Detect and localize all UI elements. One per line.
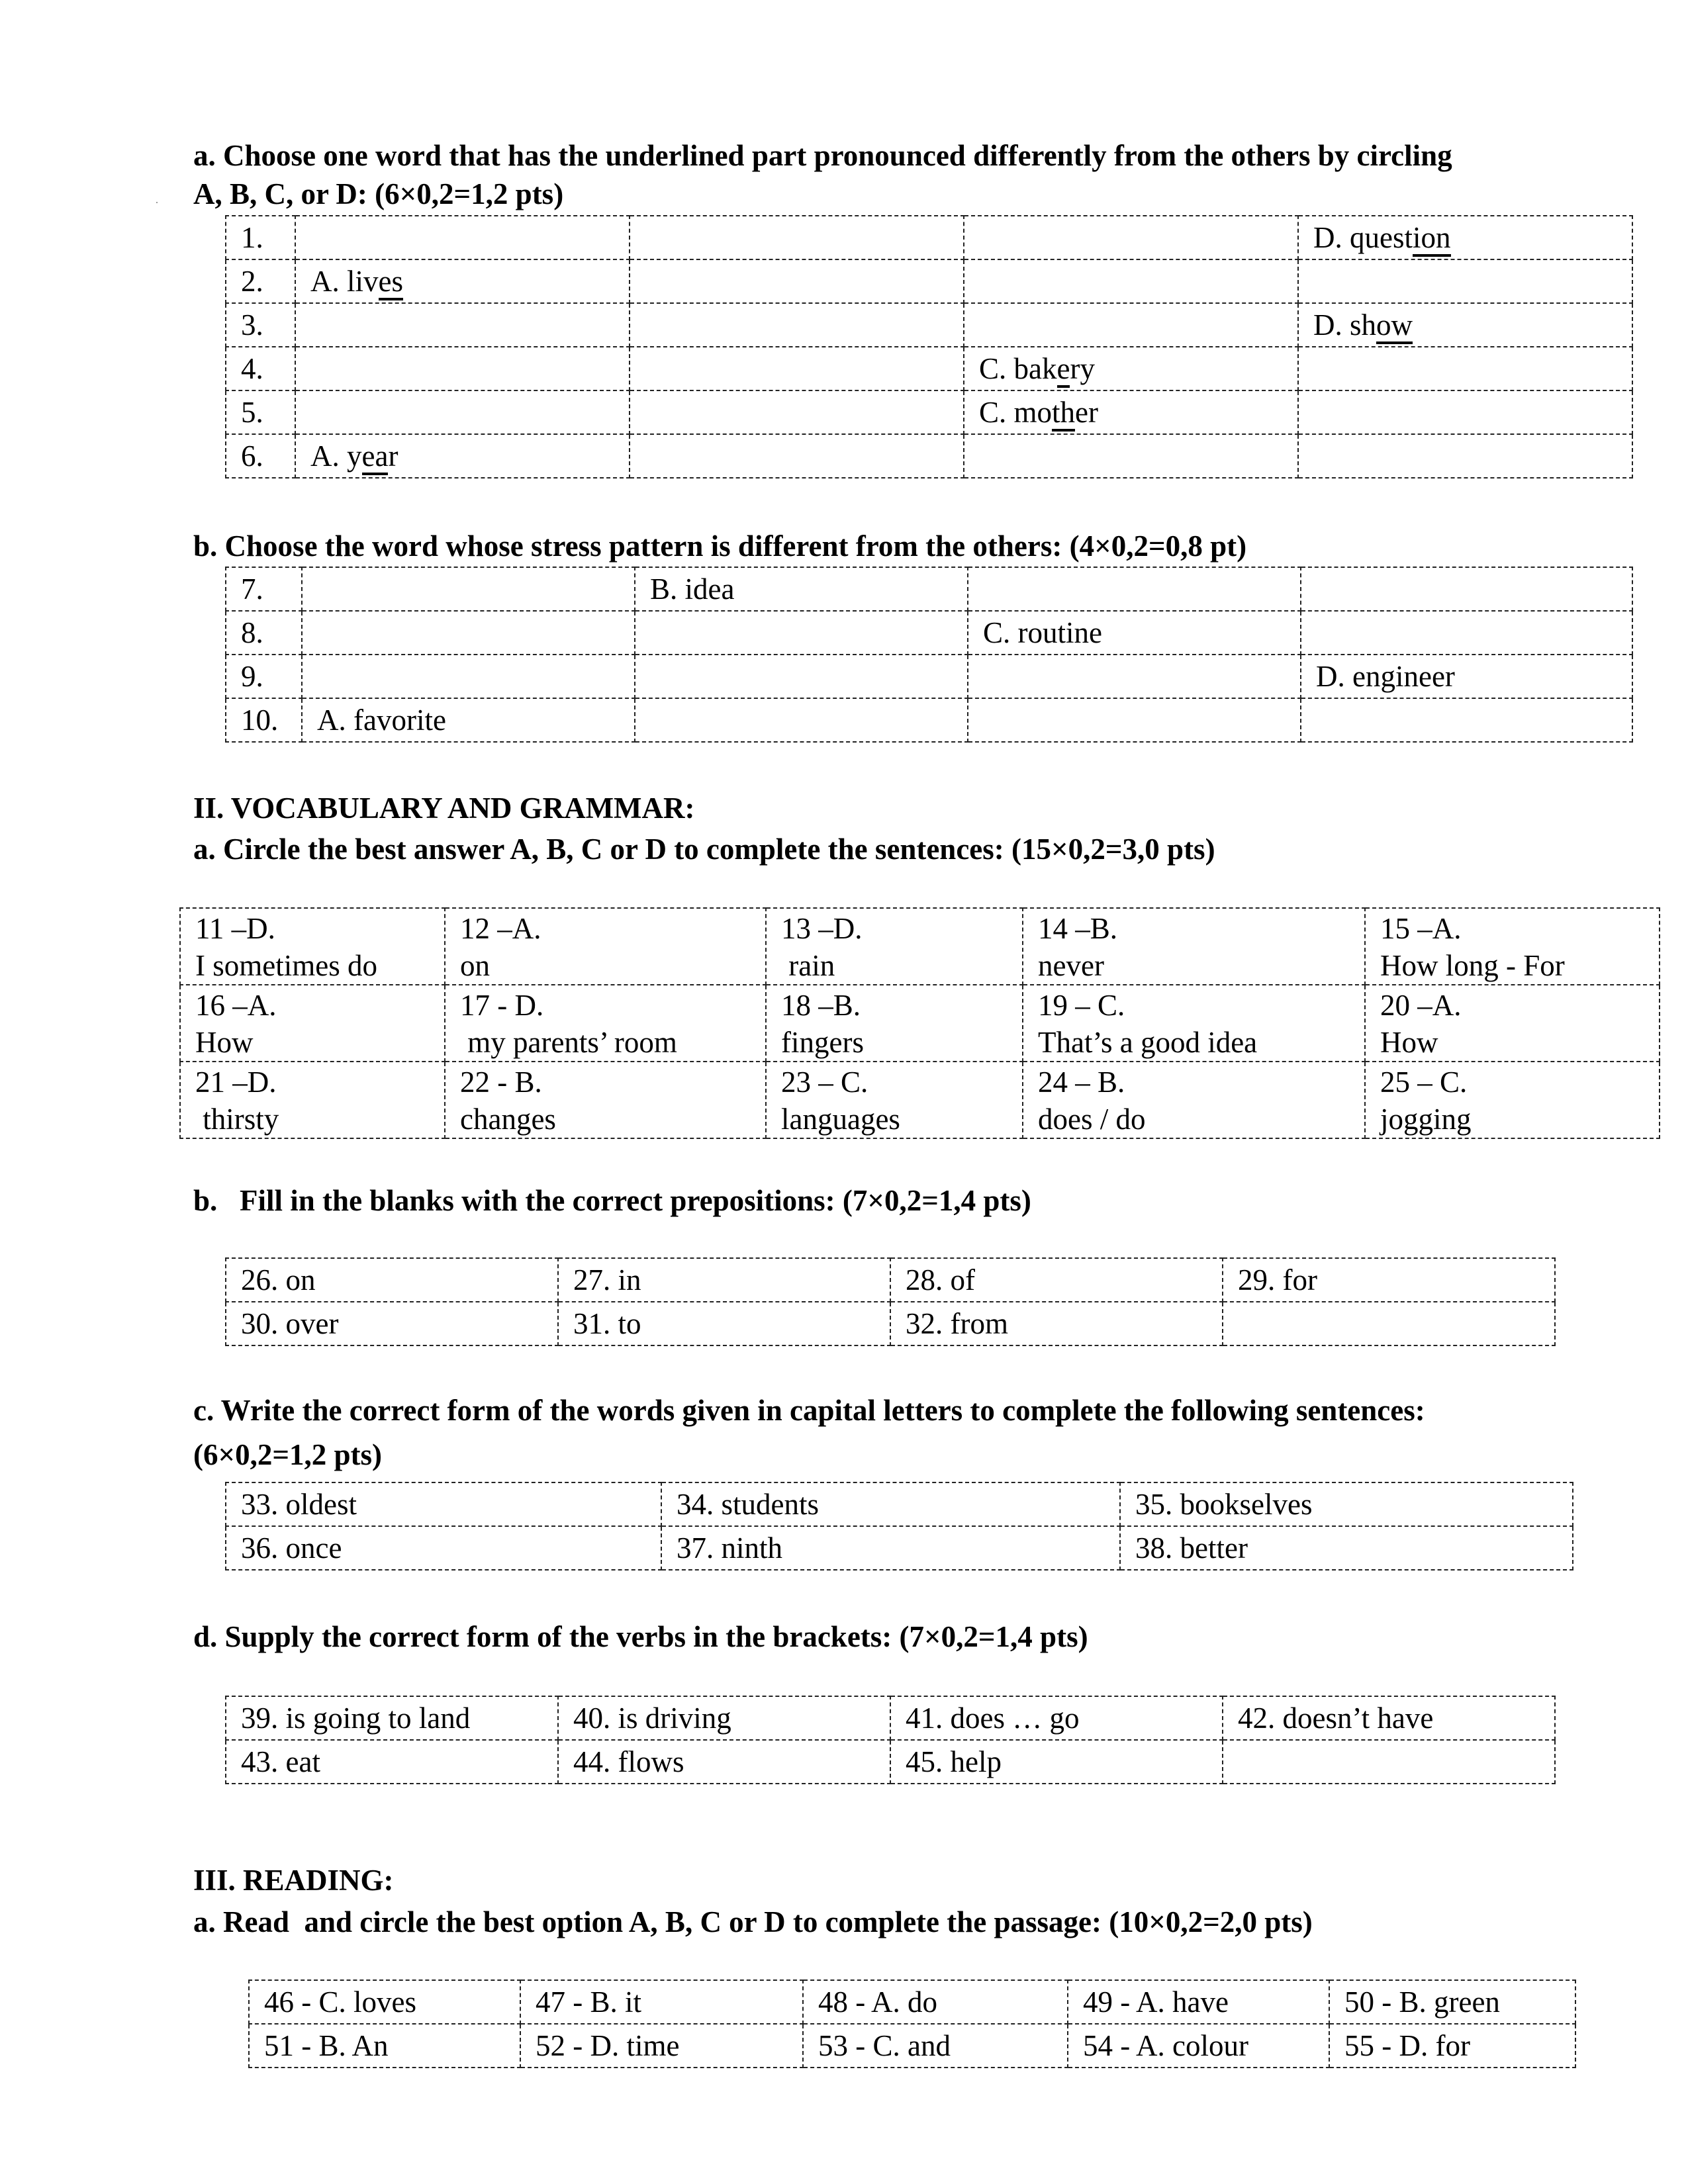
answer-cell: [635, 611, 968, 655]
answer-text: thirsty: [195, 1103, 279, 1136]
answer-cell: [630, 347, 964, 390]
answer-cell: [630, 259, 964, 303]
question-number: 4.: [226, 347, 295, 390]
answer-key: 13 –D.: [781, 912, 863, 945]
table-row: [180, 908, 1660, 985]
option-text-rest: ry: [1070, 352, 1095, 385]
section-1a-heading-line1: a. Choose one word that has the underlined part pronounced differently from the others by circling: [193, 139, 1452, 172]
answer-cell: [1223, 1740, 1555, 1784]
answer-cell: 33. oldest: [226, 1482, 661, 1526]
answer-cell: [964, 434, 1298, 478]
answer-cell: 36. once: [226, 1526, 661, 1570]
answer-text: never: [1038, 949, 1104, 982]
answer-key: 17 - D.: [460, 989, 544, 1022]
answer-cell: 41. does … go: [890, 1696, 1223, 1740]
answer-cell: [445, 985, 766, 1062]
option-text: D. sh: [1313, 308, 1377, 341]
table-row: [226, 611, 1632, 655]
question-number: 6.: [226, 434, 295, 478]
verb-form-table: [225, 1696, 1556, 1784]
answer-cell: [766, 1062, 1023, 1138]
section-2b-heading: b. Fill in the blanks with the correct prepositions: (7×0,2=1,4 pts): [193, 1184, 1031, 1217]
table-row: [226, 347, 1632, 390]
prepositions-table: [225, 1257, 1556, 1346]
answer-text: I sometimes do: [195, 949, 377, 982]
answer-cell: C. routine: [968, 611, 1301, 655]
answer-cell: [630, 216, 964, 259]
answer-cell: [295, 259, 630, 303]
answer-cell: [1023, 985, 1365, 1062]
answer-key: 12 –A.: [460, 912, 541, 945]
table-row: [226, 1740, 1555, 1784]
answer-cell: [302, 567, 635, 611]
answer-cell: [1023, 908, 1365, 985]
answer-cell: 35. bookselves: [1120, 1482, 1573, 1526]
answer-text: rain: [781, 949, 835, 982]
section-2d-heading: d. Supply the correct form of the verbs in the brackets: (7×0,2=1,4 pts): [193, 1620, 1088, 1653]
pronunciation-table: [225, 215, 1633, 478]
answer-cell: 42. doesn’t have: [1223, 1696, 1555, 1740]
table-row: [226, 1302, 1555, 1345]
table-row: [180, 985, 1660, 1062]
question-number: 3.: [226, 303, 295, 347]
answer-text: on: [460, 949, 490, 982]
section-3-title: III. READING:: [193, 1864, 394, 1897]
answer-cell: 43. eat: [226, 1740, 558, 1784]
question-number: 2.: [226, 259, 295, 303]
answer-key: 14 –B.: [1038, 912, 1118, 945]
answer-key: 18 –B.: [781, 989, 861, 1022]
answer-text: my parents’ room: [460, 1026, 677, 1059]
answer-cell: [964, 347, 1298, 390]
answer-cell: [964, 259, 1298, 303]
table-row: [249, 2024, 1575, 2068]
question-number: 10.: [226, 698, 302, 742]
section-2a-heading: a. Circle the best answer A, B, C or D to complete the sentences: (15×0,2=3,0 pts): [193, 833, 1215, 866]
answer-cell: 44. flows: [558, 1740, 890, 1784]
table-row: [180, 1062, 1660, 1138]
answer-cell: 34. students: [661, 1482, 1120, 1526]
answer-cell: [302, 655, 635, 698]
answer-cell: 27. in: [558, 1258, 890, 1302]
answer-cell: [1298, 259, 1632, 303]
answer-cell: 49 - A. have: [1068, 1980, 1329, 2024]
answer-key: 25 – C.: [1380, 1066, 1468, 1099]
underlined-part: ea: [362, 439, 389, 475]
question-number: 9.: [226, 655, 302, 698]
table-row: [226, 303, 1632, 347]
answer-cell: [635, 698, 968, 742]
answer-cell: [180, 1062, 445, 1138]
answer-cell: [766, 908, 1023, 985]
reading-answer-table: [248, 1979, 1576, 2068]
answer-cell: 50 - B. green: [1329, 1980, 1575, 2024]
table-row: [226, 1258, 1555, 1302]
answer-text: languages: [781, 1103, 900, 1136]
answer-cell: [1298, 216, 1632, 259]
answer-cell: 46 - C. loves: [249, 1980, 520, 2024]
answer-text: That’s a good idea: [1038, 1026, 1258, 1059]
question-number: 8.: [226, 611, 302, 655]
answer-cell: [1298, 390, 1632, 434]
answer-cell: 55 - D. for: [1329, 2024, 1575, 2068]
answer-key: 11 –D.: [195, 912, 275, 945]
stray-mark: [156, 202, 158, 203]
answer-cell: 30. over: [226, 1302, 558, 1345]
answer-cell: [968, 655, 1301, 698]
section-2c-heading-line1: c. Write the correct form of the words given in capital letters to complete the following sentences:: [193, 1394, 1425, 1427]
answer-text: does / do: [1038, 1103, 1146, 1136]
underlined-part: es: [379, 265, 404, 300]
section-1a-heading-line2: A, B, C, or D: (6×0,2=1,2 pts): [193, 177, 564, 210]
answer-cell: [630, 303, 964, 347]
underlined-part: th: [1052, 396, 1075, 432]
section-2-title: II. VOCABULARY AND GRAMMAR:: [193, 792, 695, 825]
answer-key: 22 - B.: [460, 1066, 542, 1099]
answer-cell: [964, 303, 1298, 347]
answer-cell: [1223, 1302, 1555, 1345]
section-3a-heading: a. Read and circle the best option A, B, C or D to complete the passage: (10×0,2=2,0 pts): [193, 1905, 1313, 1938]
answer-cell: [295, 347, 630, 390]
table-row: [226, 216, 1632, 259]
section-2c-heading-line2: (6×0,2=1,2 pts): [193, 1438, 383, 1471]
answer-text: How long - For: [1380, 949, 1565, 982]
word-form-table: [225, 1482, 1573, 1570]
answer-cell: 52 - D. time: [520, 2024, 803, 2068]
answer-cell: [1365, 1062, 1660, 1138]
stress-table: [225, 567, 1633, 743]
underlined-part: ow: [1376, 308, 1413, 344]
table-row: [226, 434, 1632, 478]
answer-cell: [180, 908, 445, 985]
answer-cell: A. favorite: [302, 698, 635, 742]
option-text-rest: r: [388, 439, 399, 473]
answer-text: How: [1380, 1026, 1438, 1059]
answer-cell: 54 - A. colour: [1068, 2024, 1329, 2068]
answer-cell: [964, 390, 1298, 434]
table-row: [226, 567, 1632, 611]
answer-cell: 53 - C. and: [803, 2024, 1068, 2068]
question-number: 7.: [226, 567, 302, 611]
answer-cell: 28. of: [890, 1258, 1223, 1302]
answer-cell: [295, 434, 630, 478]
answer-cell: [968, 567, 1301, 611]
answer-cell: [1301, 567, 1632, 611]
answer-cell: [1301, 698, 1632, 742]
answer-cell: B. idea: [635, 567, 968, 611]
answer-cell: 51 - B. An: [249, 2024, 520, 2068]
answer-key: 19 – C.: [1038, 989, 1125, 1022]
answer-cell: [295, 216, 630, 259]
answer-key: 23 – C.: [781, 1066, 868, 1099]
answer-cell: [630, 390, 964, 434]
section-1b-heading: b. Choose the word whose stress pattern is different from the others: (4×0,2=0,8 pt): [193, 529, 1247, 563]
answer-cell: [1365, 985, 1660, 1062]
answer-cell: [445, 908, 766, 985]
answer-cell: [1298, 347, 1632, 390]
option-text: C. mo: [979, 396, 1053, 429]
option-text: A. liv: [310, 265, 379, 298]
answer-cell: [445, 1062, 766, 1138]
option-text: A. y: [310, 439, 362, 473]
answer-cell: [295, 303, 630, 347]
answer-cell: [1298, 434, 1632, 478]
table-row: [226, 698, 1632, 742]
answer-text: changes: [460, 1103, 556, 1136]
answer-cell: 39. is going to land: [226, 1696, 558, 1740]
answer-cell: 38. better: [1120, 1526, 1573, 1570]
answer-cell: [1023, 1062, 1365, 1138]
option-text: D. quest: [1313, 221, 1413, 254]
option-text: C. bak: [979, 352, 1057, 385]
answer-cell: 37. ninth: [661, 1526, 1120, 1570]
answer-cell: [635, 655, 968, 698]
question-number: 1.: [226, 216, 295, 259]
answer-cell: 29. for: [1223, 1258, 1555, 1302]
answer-cell: [295, 390, 630, 434]
answer-cell: [302, 611, 635, 655]
option-text-rest: er: [1075, 396, 1099, 429]
table-row: [226, 655, 1632, 698]
answer-text: fingers: [781, 1026, 864, 1059]
answer-cell: 47 - B. it: [520, 1980, 803, 2024]
table-row: [226, 1696, 1555, 1740]
answer-cell: 45. help: [890, 1740, 1223, 1784]
answer-cell: 32. from: [890, 1302, 1223, 1345]
answer-cell: [1298, 303, 1632, 347]
answer-cell: 26. on: [226, 1258, 558, 1302]
answer-cell: D. engineer: [1301, 655, 1632, 698]
answer-cell: 40. is driving: [558, 1696, 890, 1740]
table-row: [249, 1980, 1575, 2024]
answer-cell: [630, 434, 964, 478]
answer-text: How: [195, 1026, 254, 1059]
underlined-part: ion: [1413, 221, 1451, 257]
underlined-part: e: [1057, 352, 1070, 388]
answer-key: 21 –D.: [195, 1066, 277, 1099]
answer-cell: [1301, 611, 1632, 655]
answer-cell: 31. to: [558, 1302, 890, 1345]
answer-text: jogging: [1380, 1103, 1472, 1136]
answer-cell: [964, 216, 1298, 259]
answer-key: 16 –A.: [195, 989, 277, 1022]
table-row: [226, 390, 1632, 434]
answer-cell: [180, 985, 445, 1062]
answer-key: 24 – B.: [1038, 1066, 1125, 1099]
answer-cell: [1365, 908, 1660, 985]
answer-key: 15 –A.: [1380, 912, 1462, 945]
vocabulary-answer-table: [179, 907, 1660, 1139]
table-row: [226, 1482, 1573, 1526]
table-row: [226, 259, 1632, 303]
answer-cell: [968, 698, 1301, 742]
answer-cell: 48 - A. do: [803, 1980, 1068, 2024]
table-row: [226, 1526, 1573, 1570]
answer-cell: [766, 985, 1023, 1062]
answer-key: 20 –A.: [1380, 989, 1462, 1022]
question-number: 5.: [226, 390, 295, 434]
